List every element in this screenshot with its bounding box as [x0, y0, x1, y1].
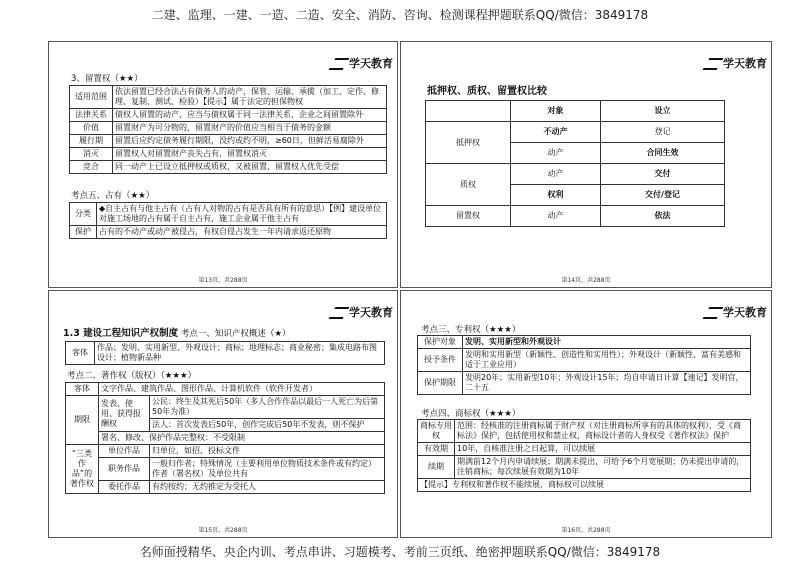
row-value: 同一动产上已设立抵押权或质权，又被留置，留置权人优先受偿 [113, 161, 387, 174]
sub-key: 单位作品 [99, 445, 150, 458]
brand-logo [706, 304, 767, 320]
logo-mark-icon [329, 307, 350, 319]
subsection-title: 考点一、知识产权概述（★） [180, 329, 291, 339]
table-row [418, 372, 751, 395]
row-value: 一般归作者；特殊情况（主要利用单位物质技术条件或有约定）作者（署名权）及单位共有 [150, 458, 385, 481]
row-value: 公民：终生及其死后50年（多人合作作品以最后一人死亡为后第50年为准） [150, 396, 385, 419]
section-title: 考点二、著作权（版权）（★★★） [67, 371, 197, 381]
category-cell: 抵押权 [426, 122, 511, 164]
row-key: “三类作品”的著作权 [66, 445, 99, 494]
table-row [426, 206, 725, 227]
table-row [418, 349, 751, 372]
table-row [70, 148, 387, 161]
row-key: 法律关系 [70, 109, 113, 122]
row-value: 发明20年；实用新型10年；外观设计15年；均自申请日计算【速记】发明官，二十五 [463, 372, 751, 395]
table-row [66, 342, 385, 365]
sub-key: 发表、使用、获得报酬权 [99, 396, 150, 432]
row-key: 分类 [70, 203, 97, 226]
establish-cell: 交付/登记 [601, 185, 725, 206]
establish-cell: 登记 [601, 122, 725, 143]
tip-note: 【提示】专利权和著作权不能续展，商标权可以续展 [418, 479, 751, 492]
page-14 [400, 41, 772, 288]
table-row [66, 458, 385, 481]
table-row [418, 456, 751, 479]
page-13 [48, 41, 398, 288]
logo-mark-icon [703, 58, 724, 70]
row-value: 范围：经核准的注册商标属于财产权（对注册商标所享有的具体的权利），受《商标法》保护，包括使用权和禁止权，商标设计者的人身权受《著作权法》保护 [455, 420, 751, 443]
row-value: 署名、修改、保护作品完整权：不受限制 [99, 432, 385, 445]
comparison-table [425, 100, 725, 227]
logo-mark-icon [329, 58, 350, 70]
table-row [70, 86, 387, 109]
object-cell: 动产 [511, 164, 601, 185]
page-15 [48, 290, 398, 538]
row-value: 文字作品、建筑作品、图形作品、计算机软件（软件开发者） [99, 383, 385, 396]
table-row [70, 109, 387, 122]
logo-text: 学天教育 [349, 57, 393, 70]
establish-cell: 依法 [601, 206, 725, 227]
section-title: 考点四、商标权（★★★） [421, 409, 521, 419]
corner-cell [426, 101, 511, 122]
row-key: 续期 [418, 456, 455, 479]
establish-cell: 合同生效 [601, 143, 725, 164]
row-key: 有效期 [418, 443, 455, 456]
table-row [66, 432, 385, 445]
page-number: 第15页，共288页 [198, 527, 248, 534]
lien-table [69, 85, 387, 174]
table-row [70, 135, 387, 148]
category-cell: 留置权 [426, 206, 511, 227]
row-key: 客体 [66, 383, 99, 396]
brand-logo [706, 55, 767, 71]
page-16 [400, 290, 772, 538]
row-value: 发明和实用新型（新颖性、创造性和实用性）；外观设计（新颖性、富有美感和适于工业应用） [463, 349, 751, 372]
object-cell: 动产 [511, 206, 601, 227]
row-key: 保护期限 [418, 372, 463, 395]
row-value: 作品；发明、实用新型、外观设计；商标；地理标志；商业秘密；集成电路布图设计；植物新品种 [95, 342, 385, 365]
table-row [70, 122, 387, 135]
table-row [426, 164, 725, 185]
table-row [70, 161, 387, 174]
section-title [63, 325, 290, 339]
table-row [418, 336, 751, 349]
table-row [66, 396, 385, 419]
row-key: 履行期 [70, 135, 113, 148]
page-number: 第16页，共288页 [561, 527, 611, 534]
row-value: 期满前12个月内申请续展；期满未提出，可给予6个月宽展期；仍未提出申请的，注销商标；每次续展有效期为10年 [455, 456, 751, 479]
copyright-table [65, 382, 385, 494]
logo-text: 学天教育 [349, 306, 393, 319]
column-header: 设立 [601, 101, 725, 122]
row-value: 留置财产为可分物的，留置财产的价值应当相当于债务的金额 [113, 122, 387, 135]
row-value: 发明、实用新型和外观设计 [463, 336, 751, 349]
column-header: 对象 [511, 101, 601, 122]
row-value: 依法留置已经合法占有债务人的动产，保管、运输、承揽（加工、定作、修理、复制、测试、检验）【提示】属于法定的担保物权 [113, 86, 387, 109]
row-key: 价值 [70, 122, 113, 135]
chapter-title: 1.3 建设工程知识产权制度 [63, 328, 179, 339]
brand-logo [332, 55, 393, 71]
row-key: 期限 [66, 396, 99, 445]
establish-cell: 交付 [601, 164, 725, 185]
object-cell: 动产 [511, 143, 601, 164]
patent-table [417, 335, 751, 395]
table-row [66, 383, 385, 396]
table-row [70, 203, 387, 226]
section-title: 考点五、占有（★★） [71, 191, 155, 201]
row-key: 竞合 [70, 161, 113, 174]
sub-key: 委托作品 [99, 481, 150, 494]
row-key: 适用范围 [70, 86, 113, 109]
table-row [426, 122, 725, 143]
page-number: 第13页，共288页 [198, 277, 248, 284]
possession-table [69, 202, 387, 239]
row-value: ◆自主占有与他主占有（占有人对物的占有是否具有所有的意思）【例】建设单位对施工场地的占有属于自主占有，施工企业属于他主占有 [97, 203, 387, 226]
row-value: 债权人留置的动产，应当与债权属于同一法律关系，企业之间留置除外 [113, 109, 387, 122]
row-key: 消灭 [70, 148, 113, 161]
table-row [66, 481, 385, 494]
object-cell: 权利 [511, 185, 601, 206]
row-key: 保护 [70, 226, 97, 239]
trademark-table [417, 419, 751, 492]
ip-object-table [65, 341, 385, 365]
logo-text: 学天教育 [723, 306, 767, 319]
object-cell: 不动产 [511, 122, 601, 143]
bottom-banner: 名师面授精华、央企内训、考点串讲、习题模考、考前三页纸、绝密押题联系QQ/微信：3849178 [139, 545, 661, 559]
sub-key: 职务作品 [99, 458, 150, 481]
row-value: 10年，自核准注册之日起算，可以续展 [455, 443, 751, 456]
row-value: 归单位，如招、投标文件 [150, 445, 385, 458]
table-row [418, 443, 751, 456]
top-banner: 二建、监理、一建、一造、二造、安全、消防、咨询、检测课程押题联系QQ/微信：3849178 [151, 8, 649, 22]
table-header-row [426, 101, 725, 122]
brand-logo [332, 304, 393, 320]
section-title: 3、留置权（★★） [71, 74, 143, 84]
logo-mark-icon [703, 307, 724, 319]
section-title: 抵押权、质权、留置权比较 [427, 86, 547, 97]
row-key: 商标专用权 [418, 420, 455, 443]
row-key: 客体 [66, 342, 95, 365]
row-value: 占有的不动产或动产被侵占，有权自侵占发生一年内请求返还原物 [97, 226, 387, 239]
section-title: 考点三、专利权（★★★） [421, 325, 521, 335]
row-value: 有约按约；无约推定为受托人 [150, 481, 385, 494]
row-value: 法人：首次发表后50年，创作完成后50年不发表，则不保护 [150, 419, 385, 432]
page-number: 第14页，共288页 [561, 277, 611, 284]
logo-text: 学天教育 [723, 57, 767, 70]
table-row [418, 420, 751, 443]
row-value: 留置权人对留置财产丧失占有，留置权消灭 [113, 148, 387, 161]
row-key: 保护对象 [418, 336, 463, 349]
table-row [66, 445, 385, 458]
table-row [70, 226, 387, 239]
table-row [418, 479, 751, 492]
category-cell: 质权 [426, 164, 511, 206]
row-value: 留置后应约定债务履行期限，没约或约不明，≥60日，但鲜活易腐除外 [113, 135, 387, 148]
row-key: 授予条件 [418, 349, 463, 372]
